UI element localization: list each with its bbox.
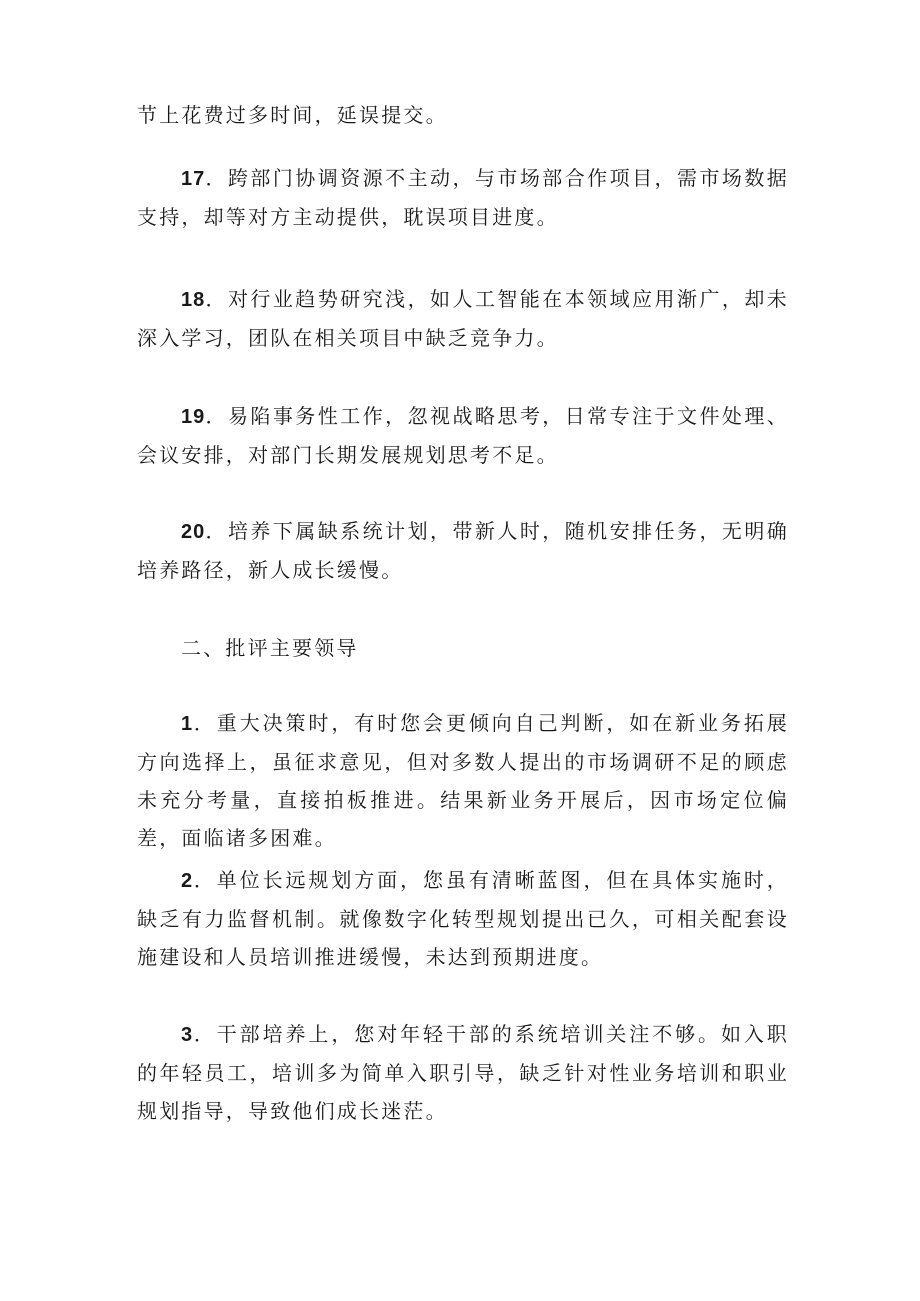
leader-item-1 xyxy=(137,704,789,857)
item-number: 18 xyxy=(181,289,206,311)
list-item-19 xyxy=(137,397,789,474)
item-number: 1 xyxy=(181,713,194,735)
leader-item-2 xyxy=(137,861,789,976)
item-text: ．重大决策时，有时您会更倾向自己判断，如在新业务拓展方向选择上，虽征求意见，但对多数人提出的市场调研不足的顾虑未充分考量，直接拍板推进。结果新业务开展后，因市场定位偏差，面临诸多困难。 xyxy=(137,711,789,850)
list-item-20 xyxy=(137,512,789,589)
paragraph-text: 节上花费过多时间，延误提交。 xyxy=(137,103,448,127)
item-text: ．干部培养上，您对年轻干部的系统培训关注不够。如入职的年轻员工，培训多为简单入职引导，缺乏针对性业务培训和职业规划指导，导致他们成长迷茫。 xyxy=(137,1022,789,1123)
item-text: ．培养下属缺系统计划，带新人时，随机安排任务，无明确培养路径，新人成长缓慢。 xyxy=(137,519,789,582)
item-number: 19 xyxy=(181,406,206,428)
item-text: ．对行业趋势研究浅，如人工智能在本领域应用渐广，却未深入学习，团队在相关项目中缺乏竞争力。 xyxy=(137,287,789,350)
item-text: ．易陷事务性工作，忽视战略思考，日常专注于文件处理、会议安排，对部门长期发展规划思考不足。 xyxy=(137,404,789,467)
paragraph-continuation xyxy=(137,96,789,134)
item-number: 20 xyxy=(181,521,206,543)
list-item-18 xyxy=(137,280,789,357)
section-heading: 二、批评主要领导 xyxy=(181,636,359,660)
item-text: ．跨部门协调资源不主动，与市场部合作项目，需市场数据支持，却等对方主动提供，耽误项目进度。 xyxy=(137,166,789,229)
item-number: 3 xyxy=(181,1024,194,1046)
item-number: 2 xyxy=(181,870,194,892)
item-number: 17 xyxy=(181,168,206,190)
leader-item-3 xyxy=(137,1015,789,1130)
item-text: ．单位长远规划方面，您虽有清晰蓝图，但在具体实施时，缺乏有力监督机制。就像数字化转型规划提出已久，可相关配套设施建设和人员培训推进缓慢，未达到预期进度。 xyxy=(137,868,789,969)
list-item-17 xyxy=(137,159,789,236)
